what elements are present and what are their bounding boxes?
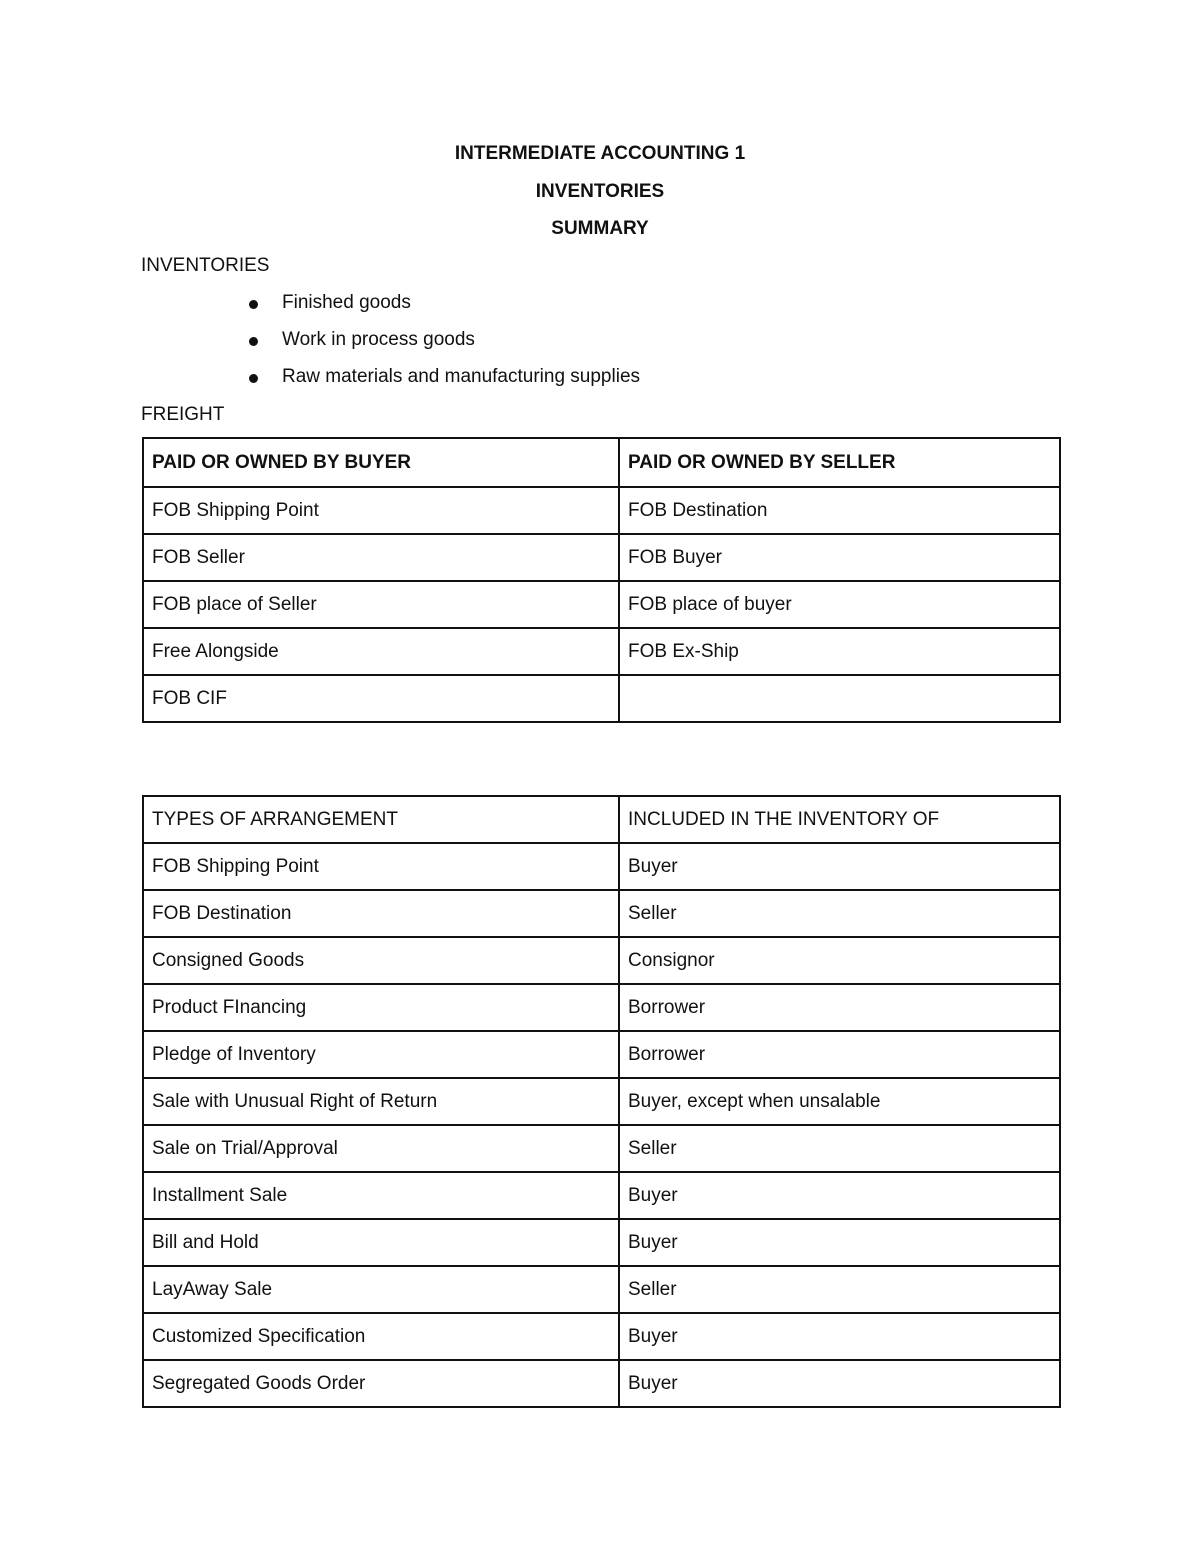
freight-table <box>142 437 1061 723</box>
table-cell: FOB Shipping Point <box>143 843 619 890</box>
table-cell: Customized Specification <box>143 1313 619 1360</box>
table-cell: FOB Buyer <box>619 534 1060 581</box>
summary-title: SUMMARY <box>551 218 649 239</box>
freight-label: FREIGHT <box>141 404 225 425</box>
table-cell: Installment Sale <box>143 1172 619 1219</box>
table-cell: Sale on Trial/Approval <box>143 1125 619 1172</box>
table-row <box>143 937 1060 984</box>
list-item-text: Work in process goods <box>282 329 475 350</box>
table-row <box>143 843 1060 890</box>
table-row <box>143 1313 1060 1360</box>
table-row <box>143 628 1060 675</box>
table-row <box>143 487 1060 534</box>
table-cell: FOB Seller <box>143 534 619 581</box>
course-title: INTERMEDIATE ACCOUNTING 1 <box>454 143 746 164</box>
inventory-types-list <box>245 290 640 401</box>
inventories-label: INVENTORIES <box>141 255 270 276</box>
table-row <box>143 534 1060 581</box>
table-row <box>143 1125 1060 1172</box>
table-cell: Free Alongside <box>143 628 619 675</box>
header-cell-seller: PAID OR OWNED BY SELLER <box>619 438 1060 487</box>
table-row <box>143 1360 1060 1407</box>
table-cell: Buyer <box>619 843 1060 890</box>
table-cell: Consignor <box>619 937 1060 984</box>
table-cell: Buyer <box>619 1313 1060 1360</box>
table-cell: FOB place of Seller <box>143 581 619 628</box>
header-cell-buyer: PAID OR OWNED BY BUYER <box>143 438 619 487</box>
table-cell: Borrower <box>619 1031 1060 1078</box>
table-cell <box>619 675 1060 722</box>
arrangement-table <box>142 795 1061 1408</box>
table-cell: Pledge of Inventory <box>143 1031 619 1078</box>
table-row <box>143 1266 1060 1313</box>
bullet-icon <box>249 300 258 309</box>
table-cell: Product FInancing <box>143 984 619 1031</box>
table-cell: Seller <box>619 890 1060 937</box>
table-cell: FOB place of buyer <box>619 581 1060 628</box>
list-item <box>245 364 640 401</box>
list-item-text: Finished goods <box>282 292 411 313</box>
table-cell: Borrower <box>619 984 1060 1031</box>
table-row <box>143 984 1060 1031</box>
table-cell: Consigned Goods <box>143 937 619 984</box>
table-cell: FOB Destination <box>619 487 1060 534</box>
table-cell: Buyer <box>619 1172 1060 1219</box>
table-cell: Sale with Unusual Right of Return <box>143 1078 619 1125</box>
table-cell: FOB Destination <box>143 890 619 937</box>
bullet-icon <box>249 374 258 383</box>
table-cell: FOB Shipping Point <box>143 487 619 534</box>
table-cell: Buyer, except when unsalable <box>619 1078 1060 1125</box>
list-item <box>245 327 640 364</box>
table-row <box>143 581 1060 628</box>
table-row <box>143 1219 1060 1266</box>
list-item-text: Raw materials and manufacturing supplies <box>282 366 641 387</box>
table-cell: Seller <box>619 1125 1060 1172</box>
table-row <box>143 1078 1060 1125</box>
list-item <box>245 290 640 327</box>
bullet-icon <box>249 337 258 346</box>
table-row <box>143 675 1060 722</box>
table-cell: FOB CIF <box>143 675 619 722</box>
table-row <box>143 1031 1060 1078</box>
table-cell: Buyer <box>619 1219 1060 1266</box>
table-header-row <box>143 796 1060 843</box>
table-cell: Bill and Hold <box>143 1219 619 1266</box>
header-cell-arrangement: TYPES OF ARRANGEMENT <box>143 796 619 843</box>
table-cell: Seller <box>619 1266 1060 1313</box>
topic-title: INVENTORIES <box>535 181 665 202</box>
header-cell-included-in: INCLUDED IN THE INVENTORY OF <box>619 796 1060 843</box>
table-header-row <box>143 438 1060 487</box>
table-cell: Buyer <box>619 1360 1060 1407</box>
table-row <box>143 890 1060 937</box>
table-row <box>143 1172 1060 1219</box>
table-cell: FOB Ex-Ship <box>619 628 1060 675</box>
table-cell: LayAway Sale <box>143 1266 619 1313</box>
table-cell: Segregated Goods Order <box>143 1360 619 1407</box>
